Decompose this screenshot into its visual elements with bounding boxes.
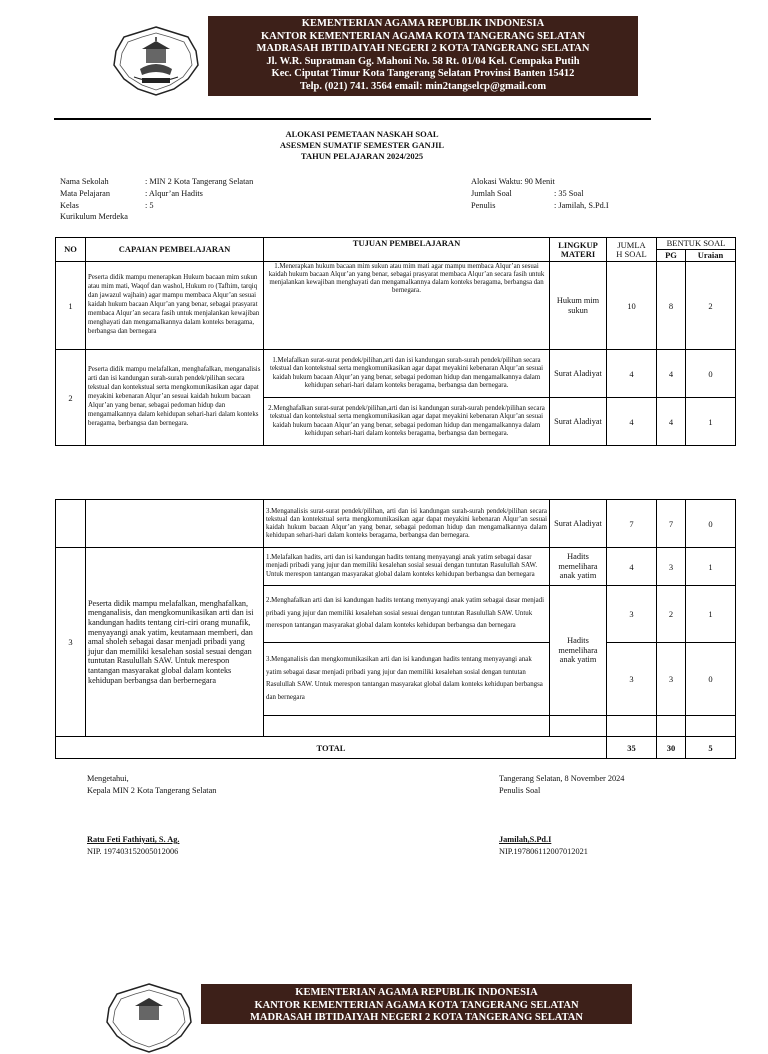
header-pg: PG	[657, 250, 686, 262]
sig-left-nip: NIP. 197403152005012006	[87, 846, 179, 856]
row-tujuan: 1.Melafalkan surat-surat pendek/pilihan,arti dan isi kandungan surah-surah pendek/pilihan secara tekstual dan kontekstual serta mengkomunikasikan agar dapat meyakini kebenaran Alqur’an sesuai kaidah hukum bacaan Alqur’an yang benar, sebagai pedoman hidup dan mengamalkannya dalam kehidupan sehari-hari dalam konteks beragama, berbangsa dan bernegara.	[264, 350, 550, 398]
total-uraian: 5	[686, 737, 736, 759]
info-left	[60, 176, 320, 223]
info-label: Nama Sekolah	[60, 177, 109, 186]
header-jumlah	[607, 238, 657, 262]
empty-cell	[657, 716, 686, 737]
total-label: TOTAL	[56, 737, 607, 759]
letterhead-line: Kec. Ciputat Timur Kota Tangerang Selatan Provinsi Banten 15412	[271, 68, 575, 80]
letterhead-line: Jl. W.R. Supratman Gg. Mahoni No. 58 Rt. 01/04 Kel. Cempaka Putih	[266, 55, 580, 67]
kurikulum-label: Kurikulum Merdeka	[60, 212, 128, 222]
header-lingkup-1: LINGKUP	[558, 239, 598, 250]
row-materi: Surat Aladiyat	[550, 350, 607, 398]
header-no: NO	[56, 238, 86, 262]
row-tujuan: 2.Menghafalkan surat-surat pendek/pilihan,arti dan isi kandungan surah-surah pendek/pilihan secara tekstual dan kontekstual serta mengkomunikasikan agar dapat meyakini kebenaran Alqur’an sesuai kaidah hukum bacaan Alqur’an yang benar, sebagai pedoman hidup dan mengamalkannya dalam kehidupan sehari-hari dalam konteks beragama, berbangsa dan bernegara.	[264, 398, 550, 446]
info-right	[471, 176, 691, 211]
sig-left-line1: Mengetahui,	[87, 774, 129, 783]
sig-right-line1: Tangerang Selatan, 8 November 2024	[499, 774, 625, 783]
header-lingkup	[550, 238, 607, 262]
row-jumlah: 4	[607, 548, 657, 586]
document-title	[54, 129, 670, 162]
row-tujuan: 3.Menganalisis dan mengkomunikasikan arti dan isi kandungan hadits tentang menyayangi anak yatim sebagai dasar menjadi pribadi yang jujur dan memiliki kesalehan sosial dengan tuntutan Rasulullah SAW. Untuk merespon tantangan masyarakat global dalam konteks kehidupan berbangsa dan bernegara	[264, 643, 550, 716]
row-jumlah: 4	[607, 398, 657, 446]
row-capaian: Peserta didik mampu melafalkan, menghafalkan, menganalisis arti dan isi kandungan surah-surah pendek/pilihan secara tekstual dan kontekstual serta mengkomunikasikan agar dapat meyakini kebenaran Alqur’an sesuai kaidah hukum bacaan Alqur’an yang benar, sebagai pedoman hidup dan mengamalkannya dalam kehidupan sehari-hari dalam konteks beragama, berbangsa dan bernegara.	[86, 350, 264, 446]
row-tujuan: 3.Menganalisis surat-surat pendek/pilihan, arti dan isi kandungan surah-surah pendek/pilihan secara tekstual dan kontekstual serta mengkomunikasikan agar dapat meyakini kebenaran Alqur’an sesuai kaidah hukum bacaan Alqur’an yang benar, sebagai pedoman hidup dan mengamalkannya dalam kehidupan sehari-hari dalam konteks beragama, berbangsa dan bernegara.	[264, 500, 550, 548]
row-uraian: 1	[686, 398, 736, 446]
row-jumlah: 3	[607, 643, 657, 716]
total-pg: 30	[657, 737, 686, 759]
title-line-1: ALOKASI PEMETAAN NASKAH SOAL	[285, 129, 439, 139]
header-jumlah-2: H SOAL	[616, 248, 647, 259]
header-jumlah-1: JUMLA	[617, 239, 646, 250]
row-tujuan: 1.Melafalkan hadits, arti dan isi kandungan hadits tentang menyayangi anak yatim sebagai dasar menjadi pribadi yang jujur dan memiliki kesalehan sosial sesuai dengan tuntutan Rasulullah SAW. Untuk merespon tantangan masyarakat global dalam konteks kehidupan berbangsa dan bernegara	[264, 548, 550, 586]
empty-cell	[607, 716, 657, 737]
row-jumlah: 4	[607, 350, 657, 398]
info-label: Kelas	[60, 200, 79, 210]
header-uraian: Uraian	[686, 250, 736, 262]
sig-right-line2: Penulis Soal	[499, 785, 541, 795]
row-uraian: 1	[686, 548, 736, 586]
info-value: : 5	[145, 200, 154, 210]
header-bentuk: BENTUK SOAL	[657, 238, 736, 250]
row-jumlah: 10	[607, 262, 657, 350]
row-tujuan: 2.Menghafalkan arti dan isi kandungan hadits tentang menyayangi anak yatim sebagai dasar menjadi pribadi yang jujur dan memiliki kesalehan sosial sesuai dengan tuntutan Rasulullah SAW. Untuk merespon tantangan masyarakat global dalam konteks kehidupan berbangsa dan bernegara	[264, 586, 550, 643]
kemenag-emblem-icon	[112, 25, 200, 97]
info-value: : 35 Soal	[554, 188, 584, 198]
signature-right-name	[499, 834, 739, 857]
header-divider	[54, 118, 651, 120]
row-materi: Surat Aladiyat	[550, 398, 607, 446]
sig-right-name: Jamilah,S.Pd.I	[499, 835, 552, 844]
title-line-3: TAHUN PELAJARAN 2024/2025	[300, 151, 424, 161]
empty-cell	[264, 716, 550, 737]
row-pg: 4	[657, 350, 686, 398]
info-label: Mata Pelajaran	[60, 188, 110, 198]
signature-right	[499, 773, 739, 796]
row-materi: Surat Aladiyat	[550, 500, 607, 548]
row-no: 3	[56, 548, 86, 737]
row-no-empty	[56, 500, 86, 548]
signature-left	[87, 773, 347, 796]
mapping-table-page1	[55, 237, 736, 446]
row-materi: Hadits memelihara anak yatim	[550, 548, 607, 586]
mapping-table-page2	[55, 499, 736, 759]
header-tujuan: TUJUAN PEMBELAJARAN	[264, 238, 550, 262]
row-pg: 3	[657, 643, 686, 716]
row-tujuan: 1.Menerapkan hukum bacaan mim sukun atau mim mati agar mampu membaca Alqur’an sesuai kaidah hukum bacaan Alqur’an yang benar, sebagai prasyarat membaca Alqur’an secara fasih untuk menjalankan kewajiban menghayati dan mengamalkannya dalam konteks beragama, berbangsa dan bernegara.	[264, 262, 550, 350]
letterhead-band	[208, 16, 638, 96]
info-value: : Jamilah, S.Pd.I	[554, 200, 609, 210]
table-row	[56, 350, 736, 398]
row-pg: 8	[657, 262, 686, 350]
letterhead-band-next	[201, 984, 632, 1024]
empty-cell	[686, 716, 736, 737]
table-row	[56, 262, 736, 350]
row-materi: Hukum mim sukun	[550, 262, 607, 350]
info-label: Penulis	[471, 200, 496, 210]
letterhead-line: KANTOR KEMENTERIAN AGAMA KOTA TANGERANG SELATAN	[254, 999, 579, 1011]
row-uraian: 1	[686, 586, 736, 643]
total-jumlah: 35	[607, 737, 657, 759]
kemenag-emblem-icon	[105, 982, 193, 1054]
row-capaian: Peserta didik mampu melafalkan, menghafalkan, menganalisis, dan mengkomunikasikan arti dan isi kandungan hadits tentang ciri-ciri orang munafik, menyayangi anak yatim, keutamaan memberi, dan amal sholeh sebagai dasar menjadi pribadi yang jujur dan memiliki kesalehan sosial sesuai dengan tuntutan Rasulullah SAW. Untuk merespon tantangan masyarakat global dalam konteks kehidupan berbangsa dan berbernegara	[86, 548, 264, 737]
letterhead-line: KEMENTERIAN AGAMA REPUBLIK INDONESIA	[295, 987, 538, 998]
row-uraian: 0	[686, 350, 736, 398]
sig-right-nip: NIP.197806112007012021	[499, 846, 588, 856]
row-pg: 3	[657, 548, 686, 586]
letterhead-line: KEMENTERIAN AGAMA REPUBLIK INDONESIA	[301, 18, 545, 29]
signature-left-name	[87, 834, 347, 857]
row-pg: 2	[657, 586, 686, 643]
empty-cell	[550, 716, 607, 737]
header-lingkup-2: MATERI	[560, 248, 596, 259]
row-pg: 7	[657, 500, 686, 548]
row-capaian-empty	[86, 500, 264, 548]
table-row	[56, 548, 736, 586]
row-jumlah: 3	[607, 586, 657, 643]
row-uraian: 2	[686, 262, 736, 350]
letterhead-line: KANTOR KEMENTERIAN AGAMA KOTA TANGERANG SELATAN	[260, 30, 586, 42]
row-no: 1	[56, 262, 86, 350]
row-capaian: Peserta didik mampu menerapkan Hukum bacaan mim sukun atau mim mati, Waqof dan washol, Hukum ro (Tafhim, tarqiq dan jawazul wajhain) agar mampu membaca Alqur’an sesuai kaidah hukum bacaan Alqur’an yang benar, sebagai prasyarat membaca Alqur’an secara fasih untuk menjalankan kewajiban menghayati dan mengamalkannya dalam konteks beragama, berbangsa dan bernegara	[86, 262, 264, 350]
row-uraian: 0	[686, 500, 736, 548]
info-waktu: Alokasi Waktu: 90 Menit	[471, 177, 555, 186]
sig-left-line2: Kepala MIN 2 Kota Tangerang Selatan	[87, 785, 217, 795]
row-jumlah: 7	[607, 500, 657, 548]
sig-left-name: Ratu Feti Fathiyati, S. Ag.	[87, 835, 180, 844]
row-materi: Hadits memelihara anak yatim	[550, 586, 607, 716]
row-uraian: 0	[686, 643, 736, 716]
row-pg: 4	[657, 398, 686, 446]
letterhead-line: Telp. (021) 741. 3564 email: min2tangselcp@gmail.com	[299, 80, 547, 92]
letterhead-line: MADRASAH IBTIDAIYAH NEGERI 2 KOTA TANGERANG SELATAN	[256, 43, 590, 55]
header-capaian: CAPAIAN PEMBELAJARAN	[86, 238, 264, 262]
table-row	[56, 500, 736, 548]
title-line-2: ASESMEN SUMATIF SEMESTER GANJIL	[279, 140, 445, 150]
info-value: : MIN 2 Kota Tangerang Selatan	[145, 177, 254, 186]
total-row	[56, 737, 736, 759]
info-value: : Alqur’an Hadits	[145, 188, 203, 198]
row-no: 2	[56, 350, 86, 446]
info-label: Jumlah Soal	[471, 188, 512, 198]
letterhead-line: MADRASAH IBTIDAIYAH NEGERI 2 KOTA TANGERANG SELATAN	[250, 1012, 583, 1024]
